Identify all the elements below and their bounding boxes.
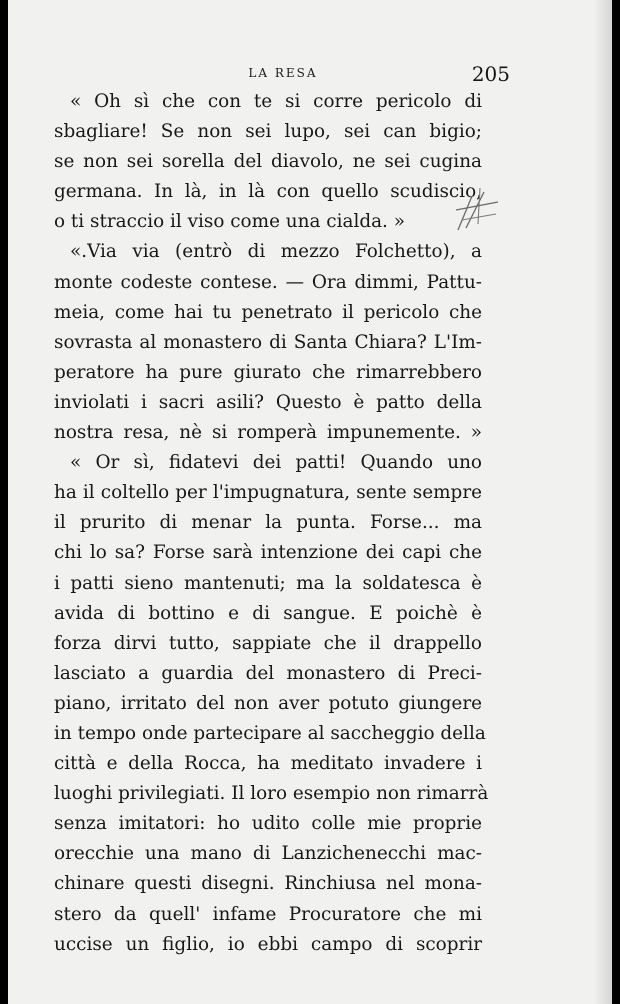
text-line: se non sei sorella del diavolo, ne sei cugina xyxy=(54,151,482,173)
text-line: sovrasta al monastero di Santa Chiara? L'Im- xyxy=(54,331,482,353)
body-text xyxy=(54,87,489,960)
text-line: lasciato a guardia del monastero di Preci- xyxy=(54,662,482,684)
text-line: stero da quell' infame Procuratore che mi xyxy=(54,903,482,925)
text-line: meia, come hai tu penetrato il pericolo che xyxy=(54,301,482,323)
text-line: piano, irritato del non aver potuto giungere xyxy=(54,692,482,714)
text-line: peratore ha pure giurato che rimarrebbero xyxy=(54,361,482,383)
text-line: chinare questi disegni. Rinchiusa nel mona- xyxy=(54,873,482,895)
text-line: città e della Rocca, ha meditato invadere i xyxy=(54,753,482,775)
text-line: uccise un figlio, io ebbi campo di scoprir xyxy=(54,933,482,955)
text-line: « Oh sì che con te si corre pericolo di xyxy=(70,91,482,112)
text-line: sbagliare! Se non sei lupo, sei can bigio; xyxy=(54,121,482,143)
text-line: i patti sieno mantenuti; ma la soldatesca è xyxy=(54,572,482,594)
text-line: orecchie una mano di Lanzichenecchi mac- xyxy=(54,843,482,865)
running-title: LA RESA xyxy=(248,66,318,80)
text-line: senza imitatori: ho udito colle mie proprie xyxy=(54,813,482,835)
text-line: in tempo onde partecipare al saccheggio della xyxy=(54,722,486,744)
text-line: germana. In là, in là con quello scudiscio, xyxy=(54,181,482,203)
pencil-mark-icon xyxy=(450,180,506,236)
text-line: avida di bottino e di sangue. E poichè è xyxy=(54,602,482,624)
text-line: nostra resa, nè si romperà impunemente. » xyxy=(54,422,482,444)
text-line: luoghi privilegiati. Il loro esempio non rimarrà xyxy=(54,783,489,805)
text-line: forza dirvi tutto, sappiate che il drappello xyxy=(54,632,482,654)
text-line: «.Via via (entrò di mezzo Folchetto), a xyxy=(70,241,482,263)
text-line: il prurito di menar la punta. Forse... ma xyxy=(54,512,482,534)
text-line: « Or sì, fidatevi dei patti! Quando uno xyxy=(70,452,482,474)
text-line: inviolati i sacri asili? Questo è patto della xyxy=(54,391,482,413)
book-page xyxy=(8,0,612,1004)
text-line: chi lo sa? Forse sarà intenzione dei capi che xyxy=(54,542,482,564)
page-number: 205 xyxy=(471,62,510,86)
text-line: o ti straccio il viso come una cialda. » xyxy=(54,211,406,233)
running-head xyxy=(56,62,510,88)
text-line: ha il coltello per l'impugnatura, sente sempre xyxy=(54,482,482,504)
text-line: monte codeste contese. — Ora dimmi, Pattu- xyxy=(54,271,482,293)
